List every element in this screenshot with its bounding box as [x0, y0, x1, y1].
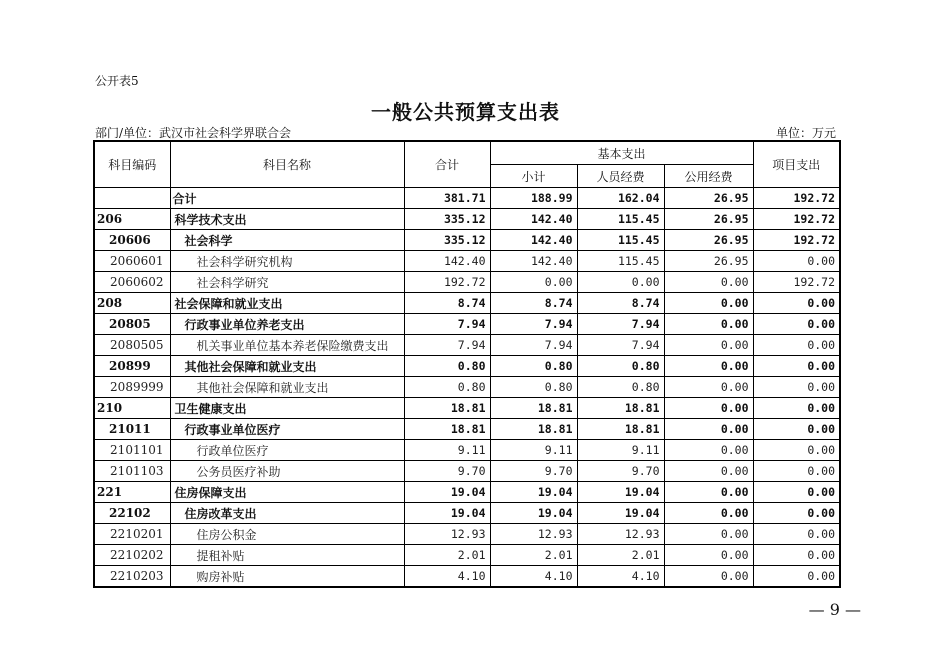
cell-personnel: 115.45 [577, 209, 664, 230]
cell-personnel: 19.04 [577, 482, 664, 503]
cell-total: 381.71 [404, 188, 490, 209]
cell-public: 0.00 [664, 293, 753, 314]
page-number: — 9 — [808, 600, 861, 619]
cell-public: 0.00 [664, 566, 753, 588]
cell-project: 0.00 [753, 524, 840, 545]
cell-total: 8.74 [404, 293, 490, 314]
table-row [94, 314, 840, 335]
cell-project: 192.72 [753, 230, 840, 251]
cell-personnel: 19.04 [577, 503, 664, 524]
cell-subtotal: 4.10 [490, 566, 577, 588]
cell-personnel: 0.80 [577, 377, 664, 398]
page-title: 一般公共预算支出表 [371, 100, 560, 124]
cell-total: 7.94 [404, 314, 490, 335]
cell-name: 购房补贴 [170, 566, 404, 588]
cell-project: 0.00 [753, 377, 840, 398]
cell-total: 19.04 [404, 482, 490, 503]
cell-public: 0.00 [664, 356, 753, 377]
cell-subtotal: 0.80 [490, 356, 577, 377]
cell-code: 221 [94, 482, 170, 503]
header-public: 公用经费 [664, 165, 753, 188]
cell-code: 2210201 [94, 524, 170, 545]
cell-code [94, 188, 170, 209]
cell-public: 0.00 [664, 545, 753, 566]
table-row [94, 251, 840, 272]
table-row [94, 209, 840, 230]
cell-subtotal: 7.94 [490, 314, 577, 335]
cell-public: 26.95 [664, 230, 753, 251]
table-row [94, 398, 840, 419]
cell-code: 21011 [94, 419, 170, 440]
cell-project: 0.00 [753, 545, 840, 566]
cell-code: 2089999 [94, 377, 170, 398]
cell-code: 20899 [94, 356, 170, 377]
department-label: 部门/单位：武汉市社会科学界联合会 [95, 126, 292, 140]
header-total: 合计 [404, 141, 490, 188]
cell-public: 26.95 [664, 188, 753, 209]
cell-public: 0.00 [664, 335, 753, 356]
cell-name: 合计 [170, 188, 404, 209]
cell-personnel: 9.11 [577, 440, 664, 461]
cell-personnel: 0.00 [577, 272, 664, 293]
cell-code: 2060601 [94, 251, 170, 272]
cell-public: 0.00 [664, 314, 753, 335]
cell-project: 0.00 [753, 440, 840, 461]
cell-total: 2.01 [404, 545, 490, 566]
cell-project: 0.00 [753, 566, 840, 588]
cell-total: 12.93 [404, 524, 490, 545]
cell-code: 2210203 [94, 566, 170, 588]
cell-total: 18.81 [404, 419, 490, 440]
cell-name: 行政事业单位养老支出 [170, 314, 404, 335]
cell-personnel: 18.81 [577, 398, 664, 419]
cell-name: 机关事业单位基本养老保险缴费支出 [170, 335, 404, 356]
cell-personnel: 115.45 [577, 230, 664, 251]
cell-subtotal: 142.40 [490, 230, 577, 251]
cell-subtotal: 142.40 [490, 209, 577, 230]
cell-total: 7.94 [404, 335, 490, 356]
cell-name: 科学技术支出 [170, 209, 404, 230]
header-basic-group: 基本支出 [490, 141, 753, 165]
cell-name: 公务员医疗补助 [170, 461, 404, 482]
cell-total: 18.81 [404, 398, 490, 419]
header-row [94, 141, 840, 165]
header-subtotal: 小计 [490, 165, 577, 188]
cell-code: 2060602 [94, 272, 170, 293]
cell-total: 335.12 [404, 209, 490, 230]
cell-personnel: 4.10 [577, 566, 664, 588]
cell-public: 0.00 [664, 440, 753, 461]
cell-subtotal: 18.81 [490, 398, 577, 419]
table-row [94, 440, 840, 461]
cell-personnel: 2.01 [577, 545, 664, 566]
cell-subtotal: 7.94 [490, 335, 577, 356]
cell-code: 208 [94, 293, 170, 314]
cell-code: 2210202 [94, 545, 170, 566]
cell-total: 4.10 [404, 566, 490, 588]
cell-code: 210 [94, 398, 170, 419]
cell-total: 0.80 [404, 377, 490, 398]
cell-code: 2101101 [94, 440, 170, 461]
budget-table [93, 140, 841, 588]
cell-total: 192.72 [404, 272, 490, 293]
cell-code: 22102 [94, 503, 170, 524]
cell-public: 0.00 [664, 419, 753, 440]
header-personnel: 人员经费 [577, 165, 664, 188]
cell-name: 社会科学研究 [170, 272, 404, 293]
table-row [94, 524, 840, 545]
cell-public: 0.00 [664, 524, 753, 545]
cell-subtotal: 0.80 [490, 377, 577, 398]
cell-subtotal: 19.04 [490, 482, 577, 503]
cell-name: 社会保障和就业支出 [170, 293, 404, 314]
cell-project: 0.00 [753, 335, 840, 356]
cell-project: 192.72 [753, 272, 840, 293]
cell-code: 20805 [94, 314, 170, 335]
cell-name: 其他社会保障和就业支出 [170, 377, 404, 398]
cell-subtotal: 18.81 [490, 419, 577, 440]
cell-project: 0.00 [753, 419, 840, 440]
cell-total: 9.11 [404, 440, 490, 461]
cell-personnel: 7.94 [577, 314, 664, 335]
cell-name: 社会科学 [170, 230, 404, 251]
cell-public: 0.00 [664, 398, 753, 419]
cell-subtotal: 2.01 [490, 545, 577, 566]
cell-name: 卫生健康支出 [170, 398, 404, 419]
cell-name: 社会科学研究机构 [170, 251, 404, 272]
header-name: 科目名称 [170, 141, 404, 188]
cell-subtotal: 9.70 [490, 461, 577, 482]
cell-total: 9.70 [404, 461, 490, 482]
cell-personnel: 8.74 [577, 293, 664, 314]
cell-name: 住房公积金 [170, 524, 404, 545]
cell-name: 行政单位医疗 [170, 440, 404, 461]
table-row [94, 272, 840, 293]
cell-name: 提租补贴 [170, 545, 404, 566]
cell-code: 2101103 [94, 461, 170, 482]
table-row [94, 335, 840, 356]
cell-project: 192.72 [753, 188, 840, 209]
cell-project: 0.00 [753, 482, 840, 503]
cell-public: 0.00 [664, 272, 753, 293]
table-row [94, 230, 840, 251]
document-label: 公开表5 [95, 74, 139, 88]
table-body [94, 188, 840, 588]
cell-total: 335.12 [404, 230, 490, 251]
cell-subtotal: 142.40 [490, 251, 577, 272]
cell-public: 0.00 [664, 482, 753, 503]
cell-public: 26.95 [664, 251, 753, 272]
cell-name: 行政事业单位医疗 [170, 419, 404, 440]
cell-public: 0.00 [664, 377, 753, 398]
cell-public: 26.95 [664, 209, 753, 230]
table-row [94, 461, 840, 482]
cell-code: 206 [94, 209, 170, 230]
cell-name: 住房保障支出 [170, 482, 404, 503]
cell-subtotal: 0.00 [490, 272, 577, 293]
header-code: 科目编码 [94, 141, 170, 188]
cell-subtotal: 188.99 [490, 188, 577, 209]
table-row [94, 503, 840, 524]
header-project: 项目支出 [753, 141, 840, 188]
cell-project: 0.00 [753, 251, 840, 272]
cell-subtotal: 12.93 [490, 524, 577, 545]
cell-project: 0.00 [753, 503, 840, 524]
cell-project: 0.00 [753, 293, 840, 314]
cell-total: 19.04 [404, 503, 490, 524]
cell-project: 0.00 [753, 356, 840, 377]
table-row [94, 545, 840, 566]
cell-personnel: 12.93 [577, 524, 664, 545]
cell-total: 0.80 [404, 356, 490, 377]
cell-subtotal: 9.11 [490, 440, 577, 461]
cell-personnel: 18.81 [577, 419, 664, 440]
cell-project: 0.00 [753, 398, 840, 419]
cell-personnel: 162.04 [577, 188, 664, 209]
cell-subtotal: 8.74 [490, 293, 577, 314]
table-row [94, 377, 840, 398]
cell-personnel: 115.45 [577, 251, 664, 272]
cell-name: 其他社会保障和就业支出 [170, 356, 404, 377]
table-row [94, 293, 840, 314]
cell-public: 0.00 [664, 503, 753, 524]
cell-project: 0.00 [753, 461, 840, 482]
table-row [94, 482, 840, 503]
cell-project: 0.00 [753, 314, 840, 335]
table-row [94, 188, 840, 209]
cell-project: 192.72 [753, 209, 840, 230]
cell-code: 2080505 [94, 335, 170, 356]
cell-personnel: 7.94 [577, 335, 664, 356]
cell-code: 20606 [94, 230, 170, 251]
table-row [94, 356, 840, 377]
cell-name: 住房改革支出 [170, 503, 404, 524]
table-row [94, 419, 840, 440]
cell-subtotal: 19.04 [490, 503, 577, 524]
cell-public: 0.00 [664, 461, 753, 482]
cell-total: 142.40 [404, 251, 490, 272]
cell-personnel: 9.70 [577, 461, 664, 482]
unit-label: 单位：万元 [775, 126, 836, 140]
table-row [94, 566, 840, 588]
cell-personnel: 0.80 [577, 356, 664, 377]
